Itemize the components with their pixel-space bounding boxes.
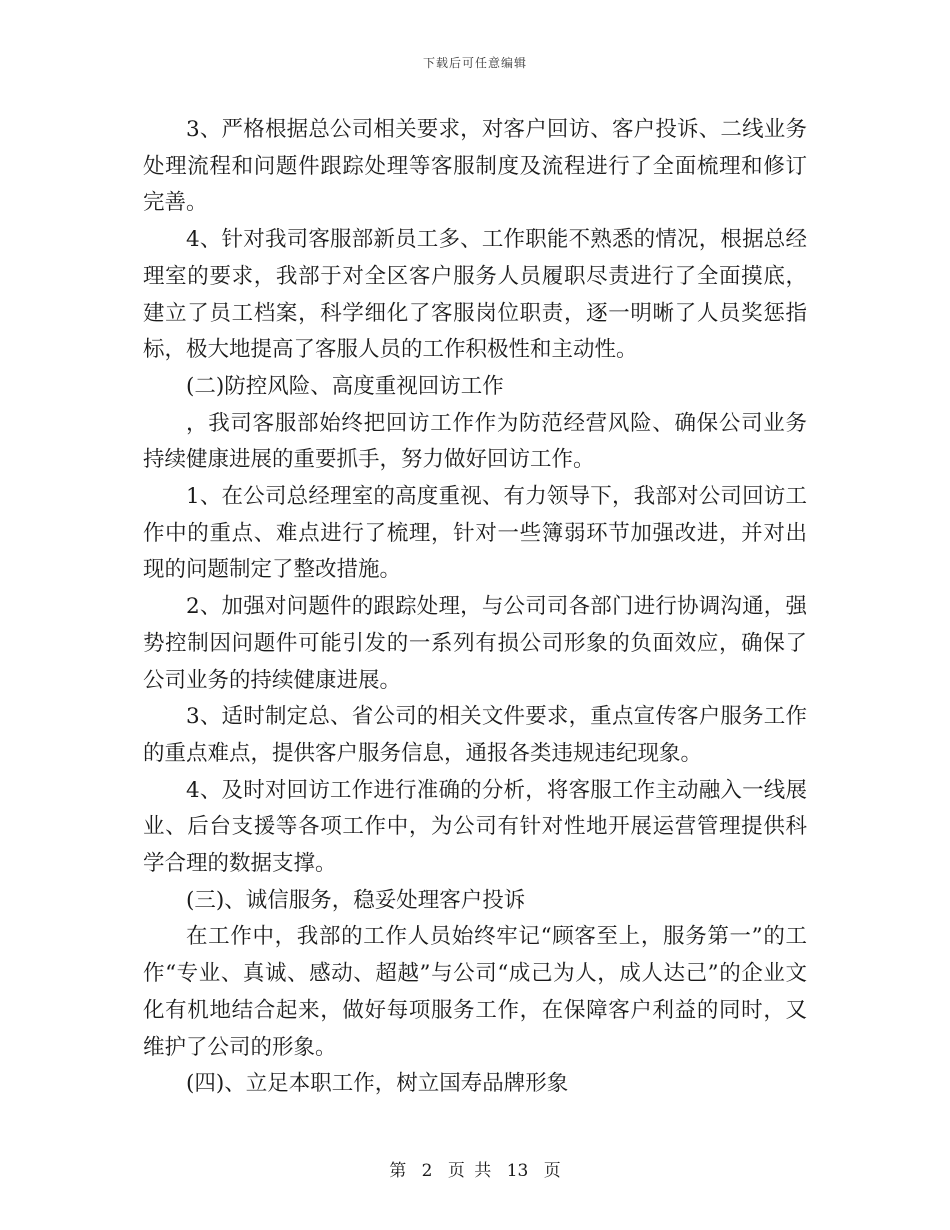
document-body [143,112,807,1103]
page-header: 下载后可任意编辑 [422,56,527,70]
section-heading: (三)、诚信服务，稳妥处理客户投诉 [186,887,526,913]
paragraph: 3、适时制定总、省公司的相关文件要求，重点宣传客户服务工作的重点难点，提供客户服务信息，通报各类违规违纪现象。 [143,704,807,766]
paragraph: 2、加强对问题件的跟踪处理，与公司司各部门进行协调沟通，强势控制因问题件可能引发的一系列有损公司形象的负面效应，确保了公司业务的持续健康进展。 [143,594,807,693]
paragraph: 1、在公司总经理室的高度重视、有力领导下，我部对公司回访工作中的重点、难点进行了梳理，针对一些簿弱环节加强改进，并对出现的问题制定了整改措施。 [143,484,807,583]
paragraph: 在工作中，我部的工作人员始终牢记“顾客至上，服务第一”的工作“专业、真诚、感动、超越”与公司“成己为人，成人达己”的企业文化有机地结合起来，做好每项服务工作，在保障客户利益的同时，又维护了公司的形象。 [143,924,807,1060]
section-heading: (四)、立足本职工作，树立国寿品牌形象 [186,1071,569,1097]
paragraph: 4、针对我司客服部新员工多、工作职能不熟悉的情况，根据总经理室的要求，我部于对全区客户服务人员履职尽责进行了全面摸底，建立了员工档案，科学细化了客服岗位职责，逐一明晰了人员奖惩指标，极大地提高了客服人员的工作积极性和主动性。 [143,227,807,363]
footer-prefix: 第 [389,1161,407,1181]
current-page-number: 2 [421,1161,433,1181]
total-page-count: 13 [506,1161,529,1181]
section-heading: (二)防控风险、高度重视回访工作 [186,373,504,399]
page-footer [0,1156,950,1181]
footer-middle: 页 共 [447,1161,492,1181]
paragraph: 4、及时对回访工作进行准确的分析，将客服工作主动融入一线展业、后台支援等各项工作中，为公司有针对性地开展运营管理提供科学合理的数据支撑。 [143,777,807,877]
paragraph: 3、严格根据总公司相关要求，对客户回访、客户投诉、二线业务处理流程和问题件跟踪处理等客服制度及流程进行了全面梳理和修订完善。 [143,117,807,216]
paragraph: ，我司客服部始终把回访工作作为防范经营风险、确保公司业务持续健康进展的重要抓手，努力做好回访工作。 [143,410,807,473]
footer-suffix: 页 [543,1161,561,1181]
